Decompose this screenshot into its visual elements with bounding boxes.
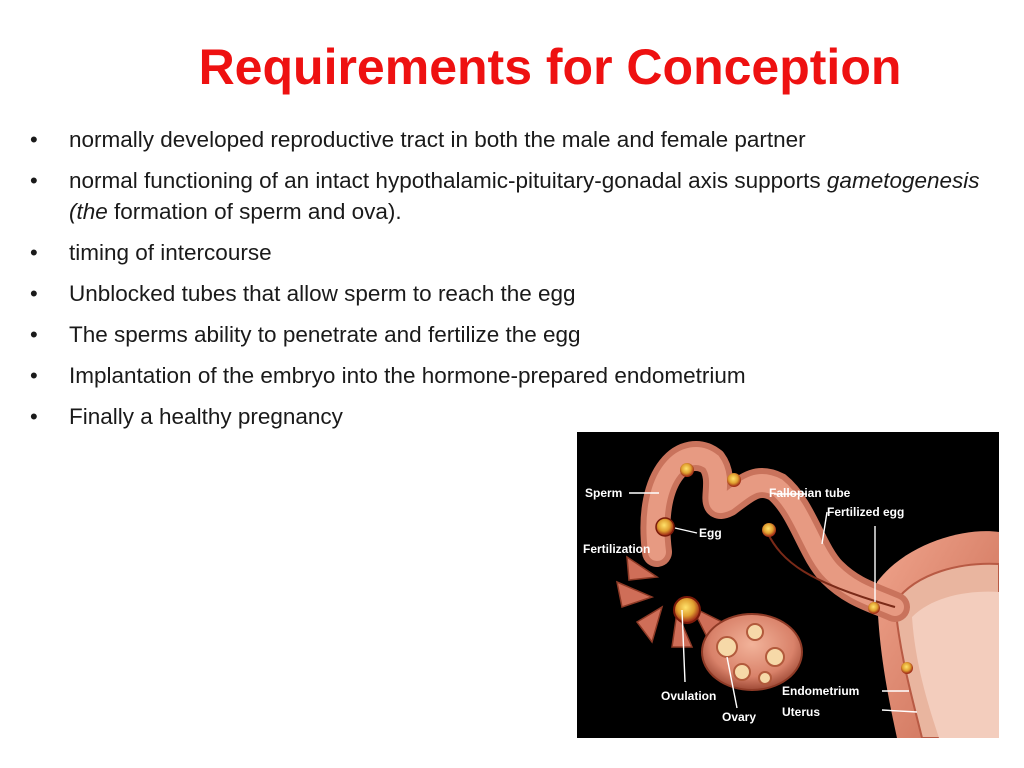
bullet-dot: •	[30, 240, 38, 265]
bullet-item	[30, 360, 990, 391]
label-ovary: Ovary	[722, 710, 757, 724]
label-egg: Egg	[699, 526, 722, 540]
anatomy-drawing	[577, 432, 999, 738]
bullet-text: timing of intercourse	[69, 240, 272, 265]
bullet-dot: •	[30, 322, 38, 347]
label-fertilization: Fertilization	[583, 542, 651, 556]
bullet-text: Unblocked tubes that allow sperm to reach the egg	[69, 281, 576, 306]
bullet-list	[30, 124, 990, 442]
bullet-text: Implantation of the embryo into the hormone-prepared endometrium	[69, 363, 746, 388]
bullet-text: normally developed reproductive tract in both the male and female partner	[69, 127, 806, 152]
bullet-dot: •	[30, 127, 38, 152]
bullet-text: Finally a healthy pregnancy	[69, 404, 343, 429]
bullet-text: formation of sperm and ova).	[107, 199, 402, 224]
bullet-item	[30, 165, 990, 227]
bullet-item	[30, 401, 990, 432]
label-ovulation: Ovulation	[661, 689, 717, 703]
bullet-item	[30, 124, 990, 155]
bullet-dot: •	[30, 404, 38, 429]
bullet-item	[30, 319, 990, 350]
label-fertilized-egg: Fertilized egg	[827, 505, 905, 519]
slide-title: Requirements for Conception	[198, 39, 902, 95]
label-endometrium: Endometrium	[782, 684, 860, 698]
bullet-text-italic: gametogenesis (the	[69, 168, 980, 224]
reproductive-anatomy-illustration	[577, 432, 999, 738]
bullet-item	[30, 237, 990, 268]
bullet-dot: •	[30, 281, 38, 306]
bullet-text: The sperms ability to penetrate and fertilize the egg	[69, 322, 581, 347]
bullet-text: normal functioning of an intact hypothalamic-pituitary-gonadal axis supports	[69, 168, 827, 193]
label-sperm: Sperm	[585, 486, 623, 500]
bullet-item	[30, 278, 990, 309]
bullet-dot: •	[30, 363, 38, 388]
bullet-dot: •	[30, 168, 38, 193]
label-fallopian-tube: Fallopian tube	[769, 486, 851, 500]
label-uterus: Uterus	[782, 705, 821, 719]
fimbriae	[617, 557, 722, 647]
